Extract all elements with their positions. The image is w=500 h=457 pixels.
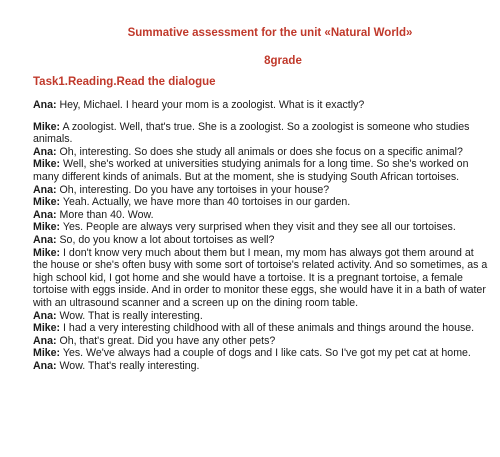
speaker-name: Ana: [33, 334, 57, 347]
dialogue-text: So, do you know a lot about tortoises as well? [56, 233, 275, 246]
dialogue-line [33, 209, 491, 222]
dialogue-text: A zoologist. Well, that's true. She is a zoologist. So a zoologist is someone who studies animals. [33, 120, 470, 146]
dialogue-text: Oh, interesting. So does she study all animals or does she focus on a specific animal? [56, 145, 463, 158]
dialogue-line [33, 247, 491, 310]
speaker-name: Ana: [33, 183, 57, 196]
speaker-name: Ana: [33, 359, 57, 372]
dialogue-text: Yes. People are always very surprised when they visit and they see all our tortoises. [60, 221, 456, 234]
dialogue-text: Yes. We've always had a couple of dogs and I like cats. So I've got my pet cat at home. [60, 347, 471, 360]
dialogue-line [33, 335, 491, 348]
speaker-name: Ana: [33, 208, 57, 221]
speaker-name: Ana: [33, 309, 57, 322]
dialogue-line [33, 221, 491, 234]
dialogue-text: Well, she's worked at universities studying animals for a long time. So she's worked on many different kinds of animals. But at the moment, she is studying South African tortoises. [33, 158, 469, 183]
dialogue-line [33, 121, 491, 146]
dialogue-text: Oh, that's great. Did you have any other pets? [56, 334, 276, 347]
speaker-name: Mike: [33, 347, 61, 360]
dialogue-line [33, 234, 491, 247]
grade-label: 8grade [264, 55, 302, 67]
dialogue-text: I don't know very much about them but I mean, my mom has always got them around at the house or she's often busy with some sort of tortoise's related activity. And so sometimes, as a high school kid, I got home and she would have a tortoise. It is a pregnant tortoise, a female tortoise with eggs inside. And in order to monitor these eggs, she would have it in a bath of water with an ultrasound scanner and a screen up on the dining room table. [33, 246, 488, 309]
document-title: Summative assessment for the unit «Natural World» [127, 27, 413, 39]
speaker-name: Ana: [33, 145, 57, 158]
task-heading: Task1.Reading.Read the dialogue [33, 76, 216, 88]
dialogue-line [33, 347, 491, 360]
dialogue-line [33, 322, 491, 335]
speaker-name: Ana: [33, 99, 57, 111]
dialogue-line [33, 196, 491, 209]
speaker-name: Mike: [33, 196, 61, 209]
dialogue [33, 99, 491, 372]
dialogue-line [33, 360, 491, 373]
dialogue-text: Yeah. Actually, we have more than 40 tortoises in our garden. [60, 196, 351, 209]
dialogue-text: Wow. That's really interesting. [56, 359, 200, 372]
dialogue-line [33, 184, 491, 197]
dialogue-text: I had a very interesting childhood with all of these animals and things around the house. [60, 322, 475, 335]
speaker-name: Mike: [33, 246, 61, 259]
dialogue-line [33, 146, 491, 159]
speaker-name: Ana: [33, 233, 57, 246]
speaker-name: Mike: [33, 120, 61, 133]
speaker-name: Mike: [33, 221, 61, 234]
dialogue-line [33, 158, 491, 183]
dialogue-line [33, 310, 491, 323]
dialogue-text: Oh, interesting. Do you have any tortoises in your house? [56, 183, 330, 196]
dialogue-text: More than 40. Wow. [56, 208, 154, 221]
dialogue-text: Wow. That is really interesting. [56, 309, 203, 322]
dialogue-line [33, 99, 491, 112]
dialogue-text: Hey, Michael. I heard your mom is a zoologist. What is it exactly? [56, 99, 365, 111]
speaker-name: Mike: [33, 322, 61, 335]
speaker-name: Mike: [33, 158, 61, 171]
